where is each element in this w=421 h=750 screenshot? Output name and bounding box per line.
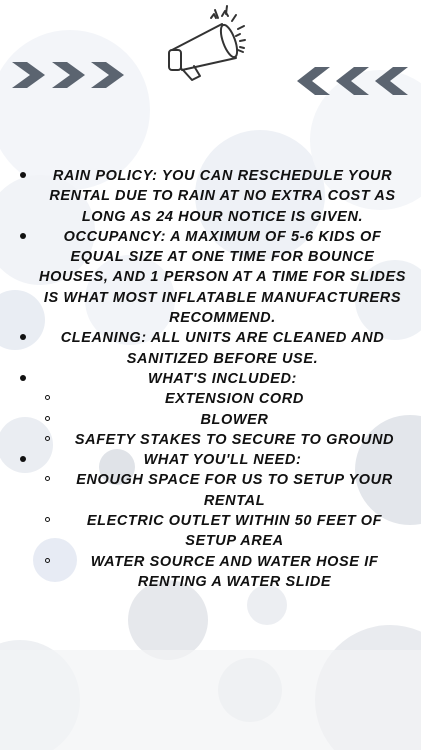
- policy-item-cleaning: [0, 328, 421, 369]
- megaphone-icon: [169, 6, 245, 80]
- chevron-right-icon: [12, 62, 124, 88]
- list-item: [0, 410, 421, 430]
- policy-text: CLEANING: ALL UNITS ARE CLEANED AND SANITIZED BEFORE USE.: [60, 330, 385, 367]
- header-graphics: [0, 0, 421, 110]
- list-item-text: ENOUGH SPACE FOR US TO SETUP YOUR RENTAL: [76, 472, 393, 509]
- list-item-text: BLOWER: [200, 411, 269, 428]
- circle-bullet-icon: [45, 517, 50, 522]
- section-heading: WHAT YOU'LL NEED:: [143, 452, 302, 469]
- list-item-text: WATER SOURCE AND WATER HOSE IF RENTING A WATER SLIDE: [90, 553, 379, 590]
- policy-text: OCCUPANCY: A MAXIMUM OF 5-6 KIDS OF EQUAL SIZE AT ONE TIME FOR BOUNCE HOUSES, AND 1 PERSON AT A TIME FOR SLIDES IS WHAT MOST INFLATABLE MANUFACTURERS RECOMMEND.: [39, 228, 406, 327]
- bullet-icon: [20, 233, 26, 239]
- policy-item-rain: [0, 166, 421, 227]
- list-item-text: SAFETY STAKES TO SECURE TO GROUND: [74, 431, 395, 448]
- circle-bullet-icon: [45, 416, 50, 421]
- policy-item-included: [0, 369, 421, 450]
- list-item-text: EXTENSION CORD: [165, 391, 304, 408]
- bullet-icon: [20, 375, 26, 381]
- chevron-left-icon: [297, 67, 408, 95]
- list-item: [0, 430, 421, 450]
- list-item: [0, 470, 421, 511]
- policy-item-need: [0, 450, 421, 592]
- circle-bullet-icon: [45, 436, 50, 441]
- list-item-text: ELECTRIC OUTLET WITHIN 50 FEET OF SETUP AREA: [86, 513, 383, 550]
- circle-bullet-icon: [45, 395, 50, 400]
- section-heading: WHAT'S INCLUDED:: [148, 370, 297, 387]
- need-list: [0, 470, 421, 592]
- policy-text: RAIN POLICY: YOU CAN RESCHEDULE YOUR RENTAL DUE TO RAIN AT NO EXTRA COST AS LONG AS 24 HOUR NOTICE IS GIVEN.: [49, 168, 396, 225]
- policy-list: [0, 166, 421, 592]
- list-item: [0, 389, 421, 409]
- circle-bullet-icon: [45, 558, 50, 563]
- bullet-icon: [20, 456, 26, 462]
- list-item: [0, 552, 421, 593]
- included-list: [0, 389, 421, 450]
- circle-bullet-icon: [45, 476, 50, 481]
- bullet-icon: [20, 334, 26, 340]
- policy-content: [0, 166, 421, 592]
- list-item: [0, 511, 421, 552]
- policy-item-occupancy: [0, 227, 421, 328]
- bullet-icon: [20, 172, 26, 178]
